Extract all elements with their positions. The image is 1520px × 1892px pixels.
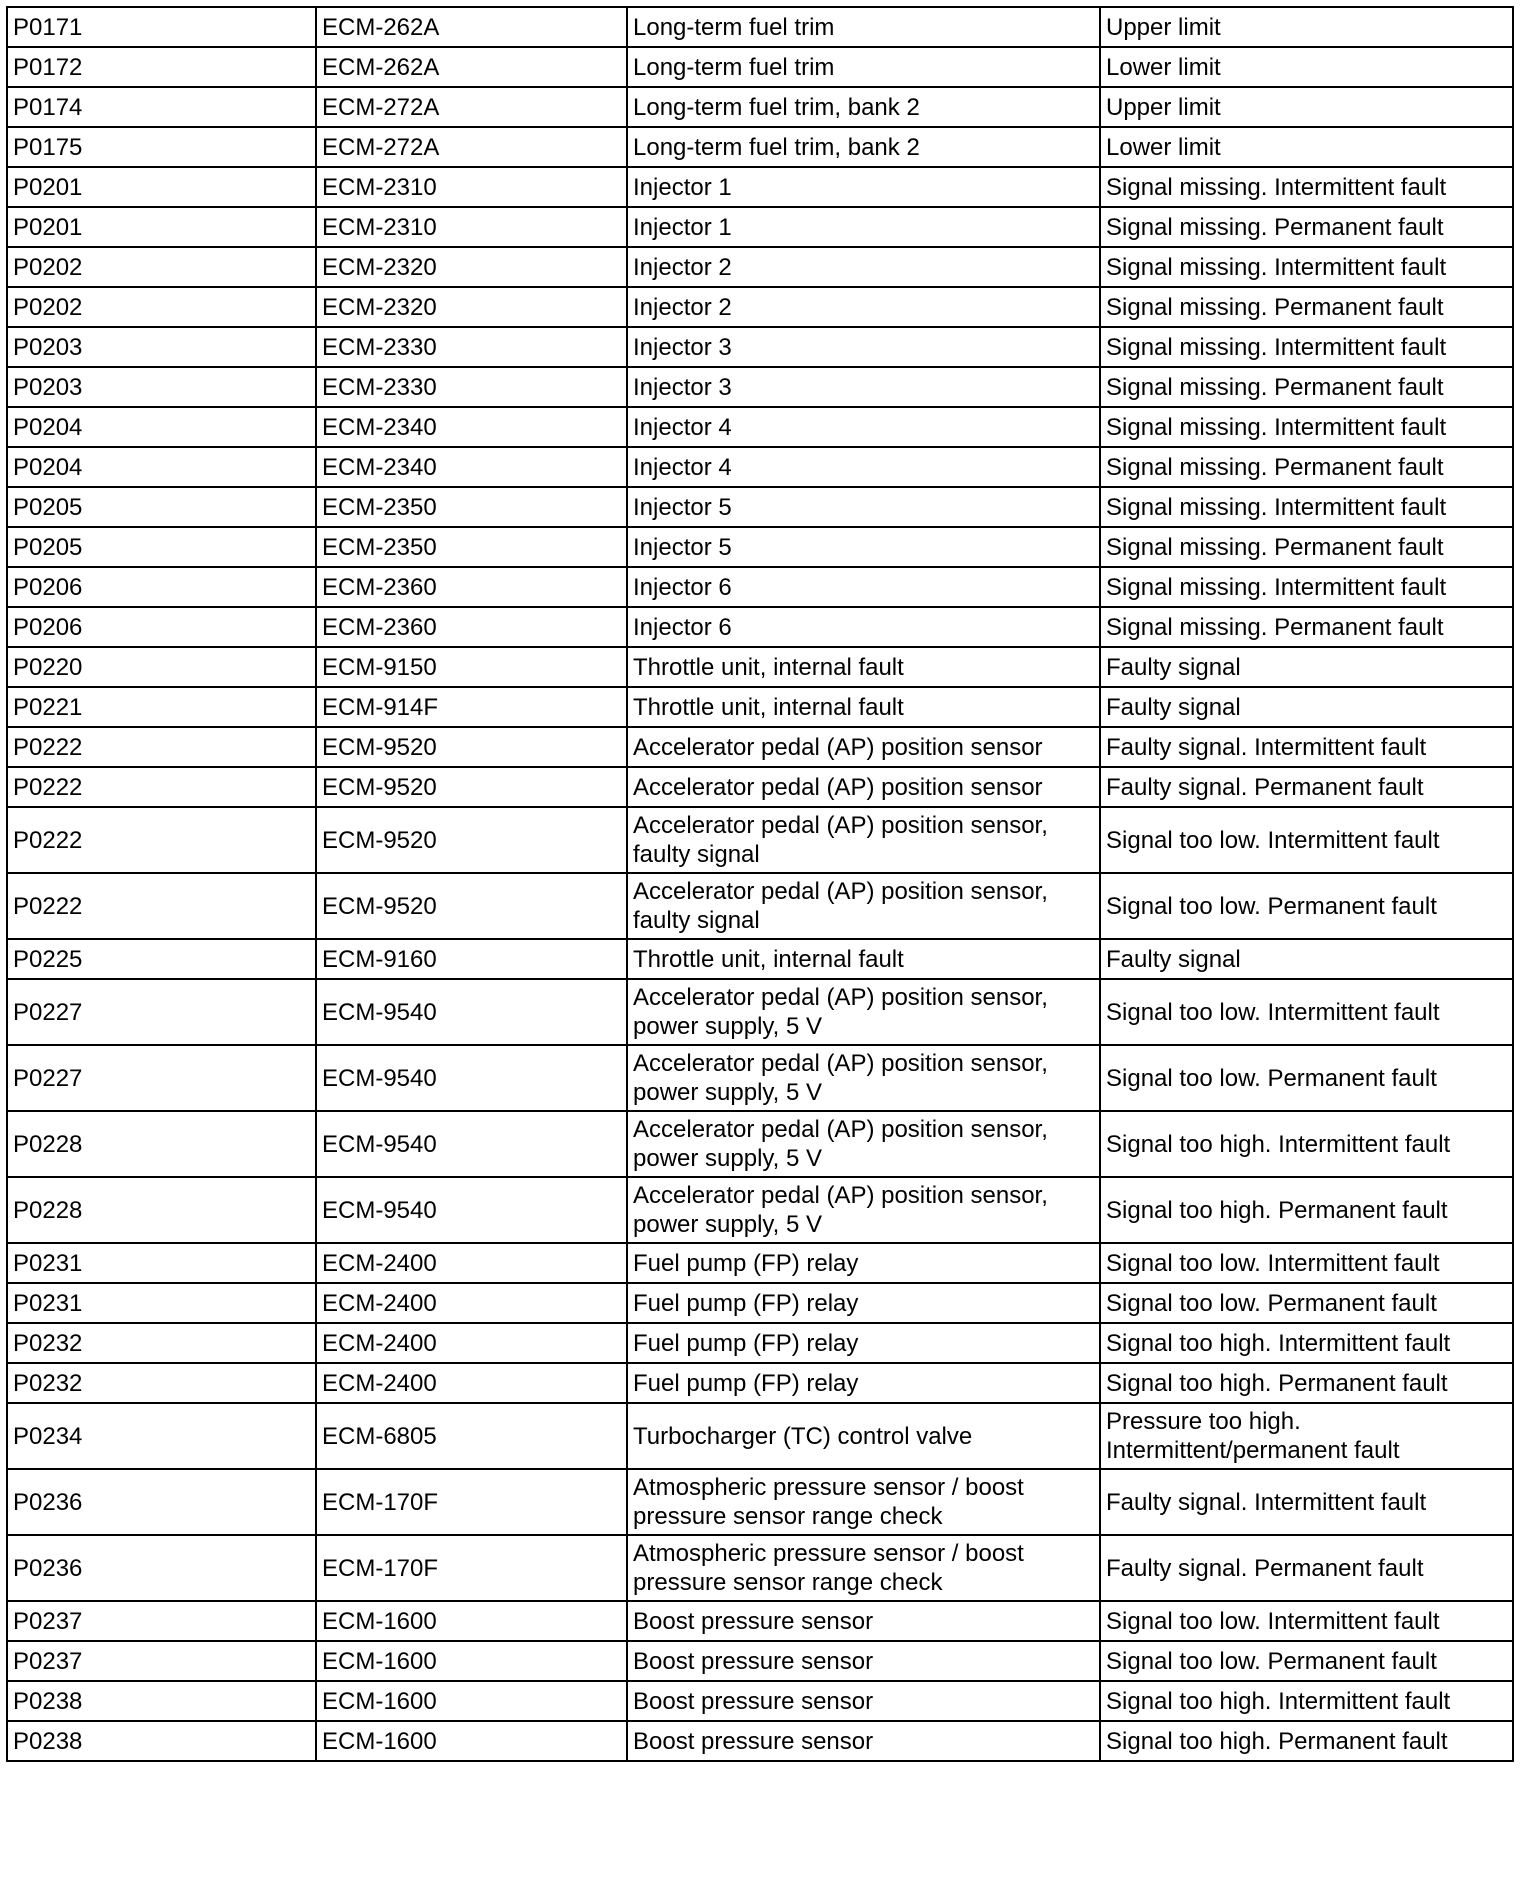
ecm-code-cell: ECM-9520 — [316, 873, 627, 939]
table-row — [7, 127, 1513, 167]
dtc-code-cell: P0205 — [7, 487, 316, 527]
ecm-code-cell: ECM-1600 — [316, 1601, 627, 1641]
table-row — [7, 527, 1513, 567]
fault-type-cell: Signal too low. Intermittent fault — [1100, 1243, 1513, 1283]
ecm-code-cell: ECM-2360 — [316, 607, 627, 647]
dtc-code-cell: P0201 — [7, 207, 316, 247]
fault-type-cell: Signal missing. Permanent fault — [1100, 607, 1513, 647]
table-row — [7, 873, 1513, 939]
component-cell: Fuel pump (FP) relay — [627, 1363, 1100, 1403]
dtc-code-cell: P0231 — [7, 1243, 316, 1283]
component-cell: Injector 6 — [627, 567, 1100, 607]
fault-code-table-body — [7, 7, 1513, 1761]
fault-type-cell: Signal missing. Intermittent fault — [1100, 167, 1513, 207]
fault-type-cell: Signal too high. Permanent fault — [1100, 1177, 1513, 1243]
fault-type-cell: Signal missing. Permanent fault — [1100, 367, 1513, 407]
table-row — [7, 47, 1513, 87]
table-row — [7, 1363, 1513, 1403]
dtc-code-cell: P0227 — [7, 1045, 316, 1111]
component-cell: Boost pressure sensor — [627, 1641, 1100, 1681]
dtc-code-cell: P0204 — [7, 407, 316, 447]
fault-type-cell: Signal too low. Intermittent fault — [1100, 807, 1513, 873]
ecm-code-cell: ECM-9520 — [316, 807, 627, 873]
component-cell: Injector 5 — [627, 487, 1100, 527]
component-cell: Throttle unit, internal fault — [627, 687, 1100, 727]
dtc-code-cell: P0201 — [7, 167, 316, 207]
table-row — [7, 1045, 1513, 1111]
ecm-code-cell: ECM-2400 — [316, 1243, 627, 1283]
component-cell: Injector 6 — [627, 607, 1100, 647]
ecm-code-cell: ECM-1600 — [316, 1721, 627, 1761]
ecm-code-cell: ECM-9150 — [316, 647, 627, 687]
component-cell: Accelerator pedal (AP) position sensor, faulty signal — [627, 807, 1100, 873]
ecm-code-cell: ECM-2350 — [316, 527, 627, 567]
fault-type-cell: Signal missing. Permanent fault — [1100, 207, 1513, 247]
table-row — [7, 1177, 1513, 1243]
component-cell: Injector 1 — [627, 207, 1100, 247]
dtc-code-cell: P0222 — [7, 873, 316, 939]
component-cell: Throttle unit, internal fault — [627, 939, 1100, 979]
table-row — [7, 939, 1513, 979]
dtc-code-cell: P0227 — [7, 979, 316, 1045]
component-cell: Long-term fuel trim — [627, 47, 1100, 87]
component-cell: Atmospheric pressure sensor / boost pressure sensor range check — [627, 1535, 1100, 1601]
dtc-code-cell: P0236 — [7, 1469, 316, 1535]
fault-type-cell: Signal missing. Intermittent fault — [1100, 247, 1513, 287]
table-row — [7, 687, 1513, 727]
dtc-code-cell: P0222 — [7, 807, 316, 873]
dtc-code-cell: P0206 — [7, 607, 316, 647]
ecm-code-cell: ECM-2310 — [316, 167, 627, 207]
ecm-code-cell: ECM-2400 — [316, 1283, 627, 1323]
ecm-code-cell: ECM-2330 — [316, 327, 627, 367]
table-row — [7, 807, 1513, 873]
fault-type-cell: Faulty signal — [1100, 687, 1513, 727]
component-cell: Fuel pump (FP) relay — [627, 1283, 1100, 1323]
ecm-code-cell: ECM-170F — [316, 1469, 627, 1535]
component-cell: Long-term fuel trim — [627, 7, 1100, 47]
component-cell: Injector 3 — [627, 367, 1100, 407]
dtc-code-cell: P0228 — [7, 1111, 316, 1177]
fault-type-cell: Signal too low. Permanent fault — [1100, 1641, 1513, 1681]
fault-type-cell: Faulty signal — [1100, 647, 1513, 687]
dtc-code-cell: P0206 — [7, 567, 316, 607]
table-row — [7, 167, 1513, 207]
dtc-code-cell: P0221 — [7, 687, 316, 727]
component-cell: Accelerator pedal (AP) position sensor — [627, 727, 1100, 767]
dtc-code-cell: P0205 — [7, 527, 316, 567]
fault-type-cell: Signal too low. Intermittent fault — [1100, 979, 1513, 1045]
table-row — [7, 327, 1513, 367]
fault-type-cell: Signal too low. Permanent fault — [1100, 1045, 1513, 1111]
fault-type-cell: Signal missing. Intermittent fault — [1100, 407, 1513, 447]
ecm-code-cell: ECM-272A — [316, 87, 627, 127]
dtc-code-cell: P0172 — [7, 47, 316, 87]
fault-type-cell: Signal missing. Permanent fault — [1100, 447, 1513, 487]
component-cell: Long-term fuel trim, bank 2 — [627, 127, 1100, 167]
table-row — [7, 1243, 1513, 1283]
component-cell: Turbocharger (TC) control valve — [627, 1403, 1100, 1469]
table-row — [7, 207, 1513, 247]
table-row — [7, 87, 1513, 127]
ecm-code-cell: ECM-9520 — [316, 727, 627, 767]
table-row — [7, 647, 1513, 687]
fault-type-cell: Signal too high. Permanent fault — [1100, 1363, 1513, 1403]
table-row — [7, 487, 1513, 527]
dtc-code-cell: P0202 — [7, 287, 316, 327]
ecm-code-cell: ECM-2310 — [316, 207, 627, 247]
fault-code-table-container — [6, 6, 1512, 1762]
ecm-code-cell: ECM-9520 — [316, 767, 627, 807]
component-cell: Injector 2 — [627, 287, 1100, 327]
table-row — [7, 767, 1513, 807]
fault-type-cell: Signal missing. Intermittent fault — [1100, 567, 1513, 607]
fault-type-cell: Faulty signal. Permanent fault — [1100, 1535, 1513, 1601]
component-cell: Accelerator pedal (AP) position sensor, power supply, 5 V — [627, 1177, 1100, 1243]
table-row — [7, 1111, 1513, 1177]
dtc-code-cell: P0203 — [7, 327, 316, 367]
dtc-code-cell: P0238 — [7, 1721, 316, 1761]
fault-type-cell: Signal too high. Intermittent fault — [1100, 1323, 1513, 1363]
dtc-code-cell: P0232 — [7, 1323, 316, 1363]
dtc-code-cell: P0222 — [7, 767, 316, 807]
fault-type-cell: Signal missing. Intermittent fault — [1100, 327, 1513, 367]
ecm-code-cell: ECM-6805 — [316, 1403, 627, 1469]
table-row — [7, 1469, 1513, 1535]
fault-type-cell: Signal missing. Permanent fault — [1100, 527, 1513, 567]
dtc-code-cell: P0238 — [7, 1681, 316, 1721]
ecm-code-cell: ECM-9540 — [316, 1177, 627, 1243]
dtc-code-cell: P0236 — [7, 1535, 316, 1601]
ecm-code-cell: ECM-170F — [316, 1535, 627, 1601]
table-row — [7, 1283, 1513, 1323]
component-cell: Long-term fuel trim, bank 2 — [627, 87, 1100, 127]
component-cell: Throttle unit, internal fault — [627, 647, 1100, 687]
table-row — [7, 1721, 1513, 1761]
ecm-code-cell: ECM-9160 — [316, 939, 627, 979]
table-row — [7, 1403, 1513, 1469]
component-cell: Injector 1 — [627, 167, 1100, 207]
component-cell: Injector 5 — [627, 527, 1100, 567]
fault-type-cell: Signal too low. Intermittent fault — [1100, 1601, 1513, 1641]
table-row — [7, 979, 1513, 1045]
table-row — [7, 7, 1513, 47]
fault-type-cell: Faulty signal — [1100, 939, 1513, 979]
component-cell: Injector 3 — [627, 327, 1100, 367]
table-row — [7, 407, 1513, 447]
dtc-code-cell: P0232 — [7, 1363, 316, 1403]
table-row — [7, 1681, 1513, 1721]
component-cell: Atmospheric pressure sensor / boost pressure sensor range check — [627, 1469, 1100, 1535]
component-cell: Accelerator pedal (AP) position sensor, power supply, 5 V — [627, 1045, 1100, 1111]
table-row — [7, 1323, 1513, 1363]
dtc-code-cell: P0237 — [7, 1601, 316, 1641]
ecm-code-cell: ECM-1600 — [316, 1641, 627, 1681]
dtc-code-cell: P0171 — [7, 7, 316, 47]
table-row — [7, 1601, 1513, 1641]
dtc-code-cell: P0225 — [7, 939, 316, 979]
ecm-code-cell: ECM-262A — [316, 7, 627, 47]
ecm-code-cell: ECM-2320 — [316, 287, 627, 327]
ecm-code-cell: ECM-9540 — [316, 979, 627, 1045]
component-cell: Injector 2 — [627, 247, 1100, 287]
fault-type-cell: Faulty signal. Intermittent fault — [1100, 1469, 1513, 1535]
component-cell: Injector 4 — [627, 407, 1100, 447]
table-row — [7, 1535, 1513, 1601]
ecm-code-cell: ECM-2360 — [316, 567, 627, 607]
ecm-code-cell: ECM-2330 — [316, 367, 627, 407]
ecm-code-cell: ECM-2340 — [316, 447, 627, 487]
component-cell: Boost pressure sensor — [627, 1601, 1100, 1641]
component-cell: Boost pressure sensor — [627, 1681, 1100, 1721]
table-row — [7, 607, 1513, 647]
table-row — [7, 727, 1513, 767]
table-row — [7, 287, 1513, 327]
fault-type-cell: Upper limit — [1100, 87, 1513, 127]
dtc-code-cell: P0234 — [7, 1403, 316, 1469]
ecm-code-cell: ECM-2400 — [316, 1363, 627, 1403]
dtc-code-cell: P0202 — [7, 247, 316, 287]
component-cell: Accelerator pedal (AP) position sensor — [627, 767, 1100, 807]
component-cell: Injector 4 — [627, 447, 1100, 487]
ecm-code-cell: ECM-2340 — [316, 407, 627, 447]
fault-type-cell: Pressure too high. Intermittent/permanent fault — [1100, 1403, 1513, 1469]
fault-type-cell: Signal too high. Intermittent fault — [1100, 1111, 1513, 1177]
ecm-code-cell: ECM-1600 — [316, 1681, 627, 1721]
table-row — [7, 447, 1513, 487]
dtc-code-cell: P0175 — [7, 127, 316, 167]
fault-type-cell: Faulty signal. Permanent fault — [1100, 767, 1513, 807]
dtc-code-cell: P0237 — [7, 1641, 316, 1681]
fault-type-cell: Signal too low. Permanent fault — [1100, 1283, 1513, 1323]
dtc-code-cell: P0222 — [7, 727, 316, 767]
fault-type-cell: Signal missing. Permanent fault — [1100, 287, 1513, 327]
dtc-code-cell: P0204 — [7, 447, 316, 487]
ecm-code-cell: ECM-2320 — [316, 247, 627, 287]
dtc-code-cell: P0203 — [7, 367, 316, 407]
ecm-code-cell: ECM-2400 — [316, 1323, 627, 1363]
component-cell: Boost pressure sensor — [627, 1721, 1100, 1761]
fault-type-cell: Lower limit — [1100, 127, 1513, 167]
dtc-code-cell: P0174 — [7, 87, 316, 127]
fault-type-cell: Upper limit — [1100, 7, 1513, 47]
component-cell: Fuel pump (FP) relay — [627, 1323, 1100, 1363]
ecm-code-cell: ECM-9540 — [316, 1045, 627, 1111]
component-cell: Fuel pump (FP) relay — [627, 1243, 1100, 1283]
ecm-code-cell: ECM-262A — [316, 47, 627, 87]
component-cell: Accelerator pedal (AP) position sensor, power supply, 5 V — [627, 979, 1100, 1045]
ecm-code-cell: ECM-2350 — [316, 487, 627, 527]
table-row — [7, 247, 1513, 287]
component-cell: Accelerator pedal (AP) position sensor, power supply, 5 V — [627, 1111, 1100, 1177]
ecm-code-cell: ECM-9540 — [316, 1111, 627, 1177]
fault-type-cell: Signal too high. Permanent fault — [1100, 1721, 1513, 1761]
fault-type-cell: Signal missing. Intermittent fault — [1100, 487, 1513, 527]
ecm-code-cell: ECM-914F — [316, 687, 627, 727]
dtc-code-cell: P0220 — [7, 647, 316, 687]
ecm-code-cell: ECM-272A — [316, 127, 627, 167]
fault-type-cell: Faulty signal. Intermittent fault — [1100, 727, 1513, 767]
dtc-code-cell: P0228 — [7, 1177, 316, 1243]
table-row — [7, 567, 1513, 607]
component-cell: Accelerator pedal (AP) position sensor, faulty signal — [627, 873, 1100, 939]
table-row — [7, 1641, 1513, 1681]
fault-type-cell: Signal too high. Intermittent fault — [1100, 1681, 1513, 1721]
fault-code-table — [6, 6, 1514, 1762]
fault-type-cell: Lower limit — [1100, 47, 1513, 87]
fault-type-cell: Signal too low. Permanent fault — [1100, 873, 1513, 939]
table-row — [7, 367, 1513, 407]
dtc-code-cell: P0231 — [7, 1283, 316, 1323]
